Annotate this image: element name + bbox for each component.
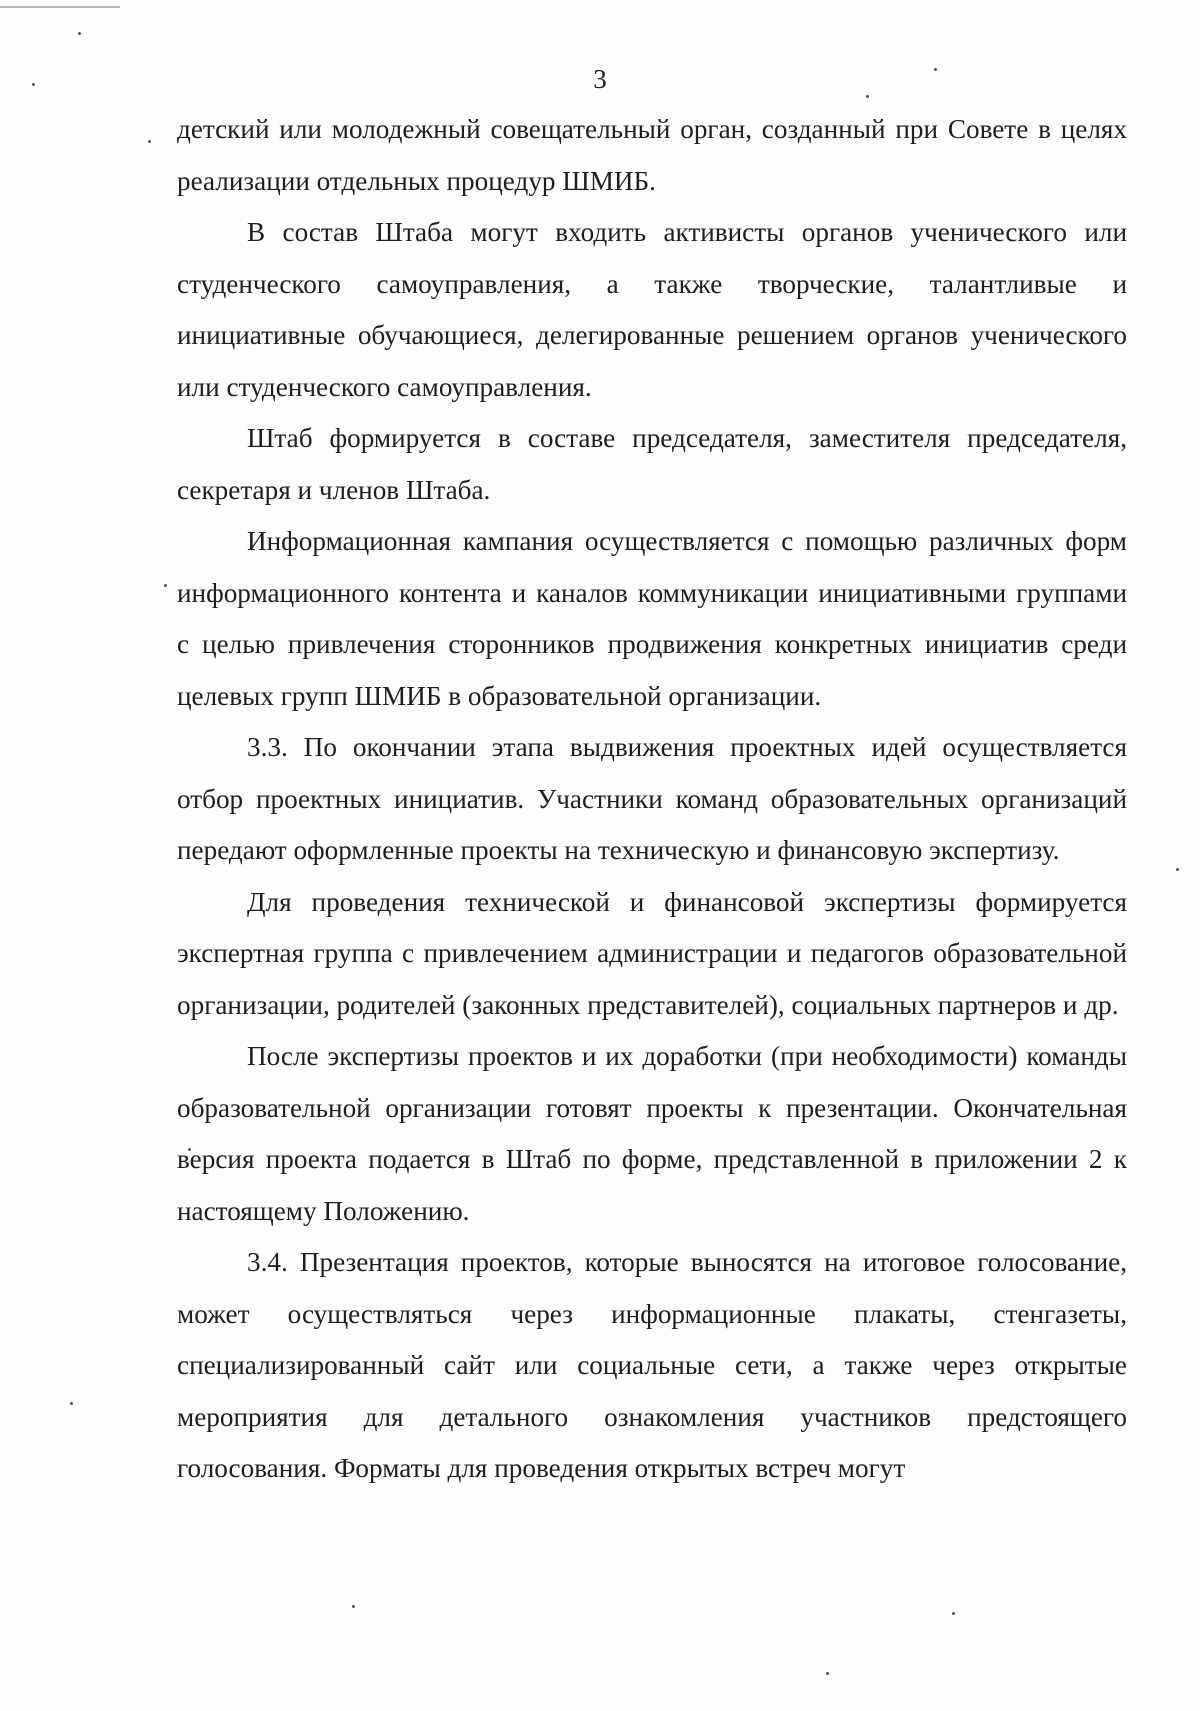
page-number: 3 [593, 64, 607, 94]
paragraph: Для проведения технической и финансовой экспертизы формируется экспертная группа с привлечением администрации и педагогов образовательной организации, родителей (законных представителей), социальных партнеров и др. [177, 886, 1127, 1020]
scan-edge-line [0, 0, 120, 8]
paragraph-section-3-4: 3.4. Презентация проектов, которые выносятся на итоговое голосование, может осуществляться через информационные плакаты, стенгазеты, специализированный сайт или социальные сети, а также через открытые мероприятия для детального ознакомления участников предстоящего голосования. Форматы для проведения открытых встреч могут [177, 1247, 1127, 1483]
scan-speck [866, 95, 869, 98]
document-body [177, 104, 1127, 1495]
paragraph: Штаб формируется в составе председателя, заместителя председателя, секретаря и членов Штаба. [177, 423, 1127, 505]
paragraph: После экспертизы проектов и их доработки (при необходимости) команды образовательной организации готовят проекты к презентации. Окончательная версия проекта подается в Штаб по форме, представленной в приложении 2 к настоящему Положению. [177, 1041, 1127, 1226]
scan-speck [70, 1402, 73, 1405]
paragraph: В состав Штаба могут входить активисты органов ученического или студенческого самоуправления, а также творческие, талантливые и инициативные обучающиеся, делегированные решением органов ученического или студенческого самоуправления. [177, 217, 1127, 402]
paragraph-section-3-3: 3.3. По окончании этапа выдвижения проектных идей осуществляется отбор проектных инициатив. Участники команд образовательных организаций передают оформленные проекты на техническую и финансовую экспертизу. [177, 732, 1127, 865]
paragraph: Информационная кампания осуществляется с помощью различных форм информационного контента и каналов коммуникации инициативными группами с целью привлечения сторонников продвижения конкретных инициатив среди целевых групп ШМИБ в образовательной организации. [177, 526, 1127, 711]
scan-speck [1176, 868, 1179, 871]
scan-speck [148, 140, 151, 143]
scan-speck [78, 32, 81, 35]
scan-speck [352, 1605, 355, 1608]
scan-speck [164, 584, 167, 587]
scan-speck [826, 1672, 829, 1675]
scan-speck [952, 1612, 955, 1615]
paragraph: детский или молодежный совещательный орган, созданный при Совете в целях реализации отдельных процедур ШМИБ. [177, 114, 1127, 196]
